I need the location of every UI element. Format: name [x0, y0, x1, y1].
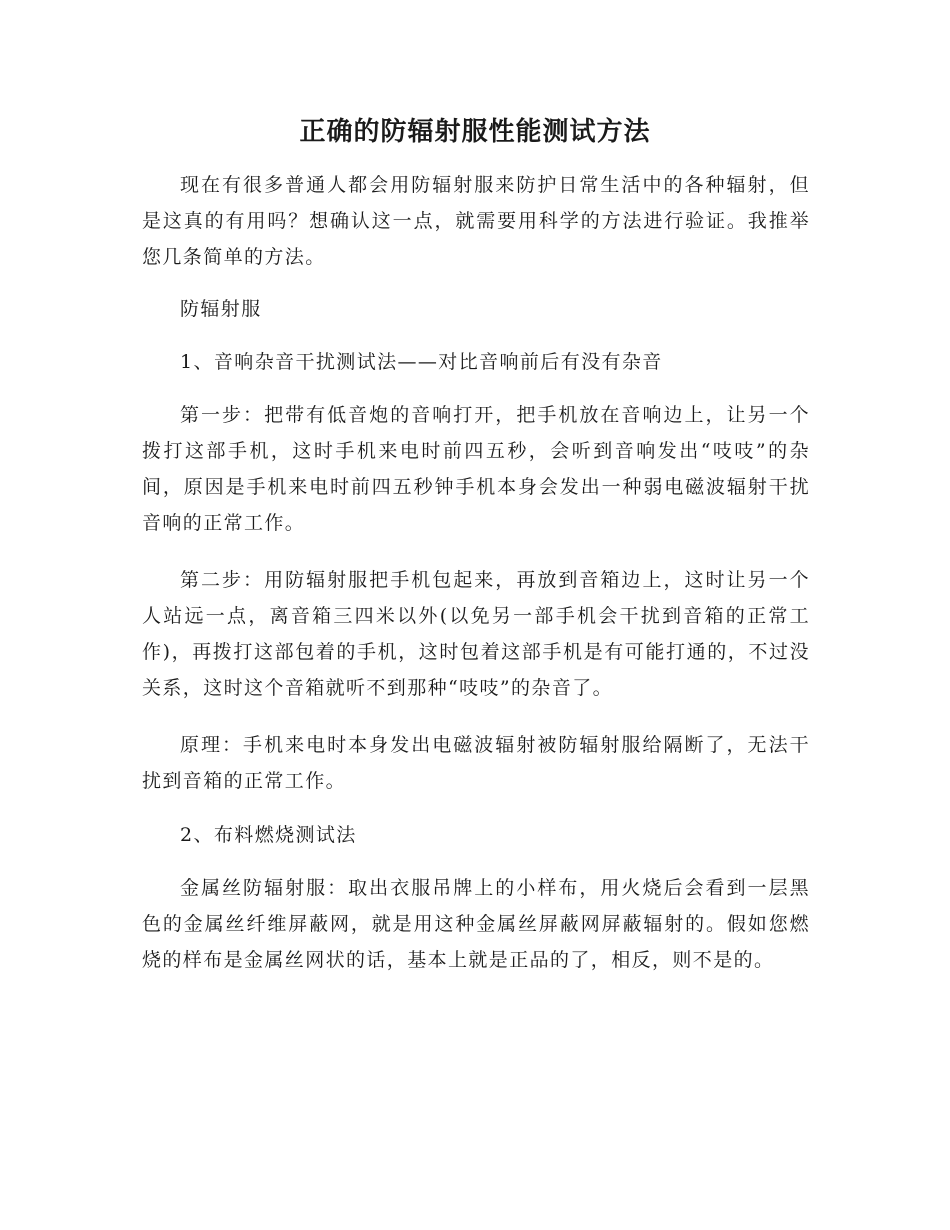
paragraph-step-2: 第二步：用防辐射服把手机包起来，再放到音箱边上，这时让另一个人站远一点，离音箱三四米以外(以免另一部手机会干扰到音箱的正常工作)，再拨打这部包着的手机，这时包着这部手机是有可能打通的，不过没关系，这时这个音箱就听不到那种“吱吱”的杂音了。	[142, 569, 810, 699]
document-title: 正确的防辐射服性能测试方法	[299, 117, 651, 147]
paragraph-principle: 原理：手机来电时本身发出电磁波辐射被防辐射服给隔断了，无法干扰到音箱的正常工作。	[142, 734, 810, 792]
paragraph-step-1: 第一步：把带有低音炮的音响打开，把手机放在音响边上，让另一个拨打这部手机，这时手机来电时前四五秒，会听到音响发出“吱吱”的杂间，原因是手机来电时前四五秒钟手机本身会发出一种弱电磁波辐射干扰音响的正常工作。	[142, 404, 810, 534]
paragraph-intro: 现在有很多普通人都会用防辐射服来防护日常生活中的各种辐射，但是这真的有用吗？想确认这一点，就需要用科学的方法进行验证。我推举您几条简单的方法。	[142, 174, 810, 268]
paragraph-metal-wire: 金属丝防辐射服：取出衣服吊牌上的小样布，用火烧后会看到一层黑色的金属丝纤维屏蔽网，就是用这种金属丝屏蔽网屏蔽辐射的。假如您燃烧的样布是金属丝网状的话，基本上就是正品的了，相反，则不是的。	[142, 877, 810, 971]
paragraph-heading-label: 防辐射服	[180, 298, 262, 320]
section-heading-1: 1、音响杂音干扰测试法——对比音响前后有没有杂音	[180, 351, 663, 373]
section-heading-2: 2、布料燃烧测试法	[180, 824, 357, 846]
